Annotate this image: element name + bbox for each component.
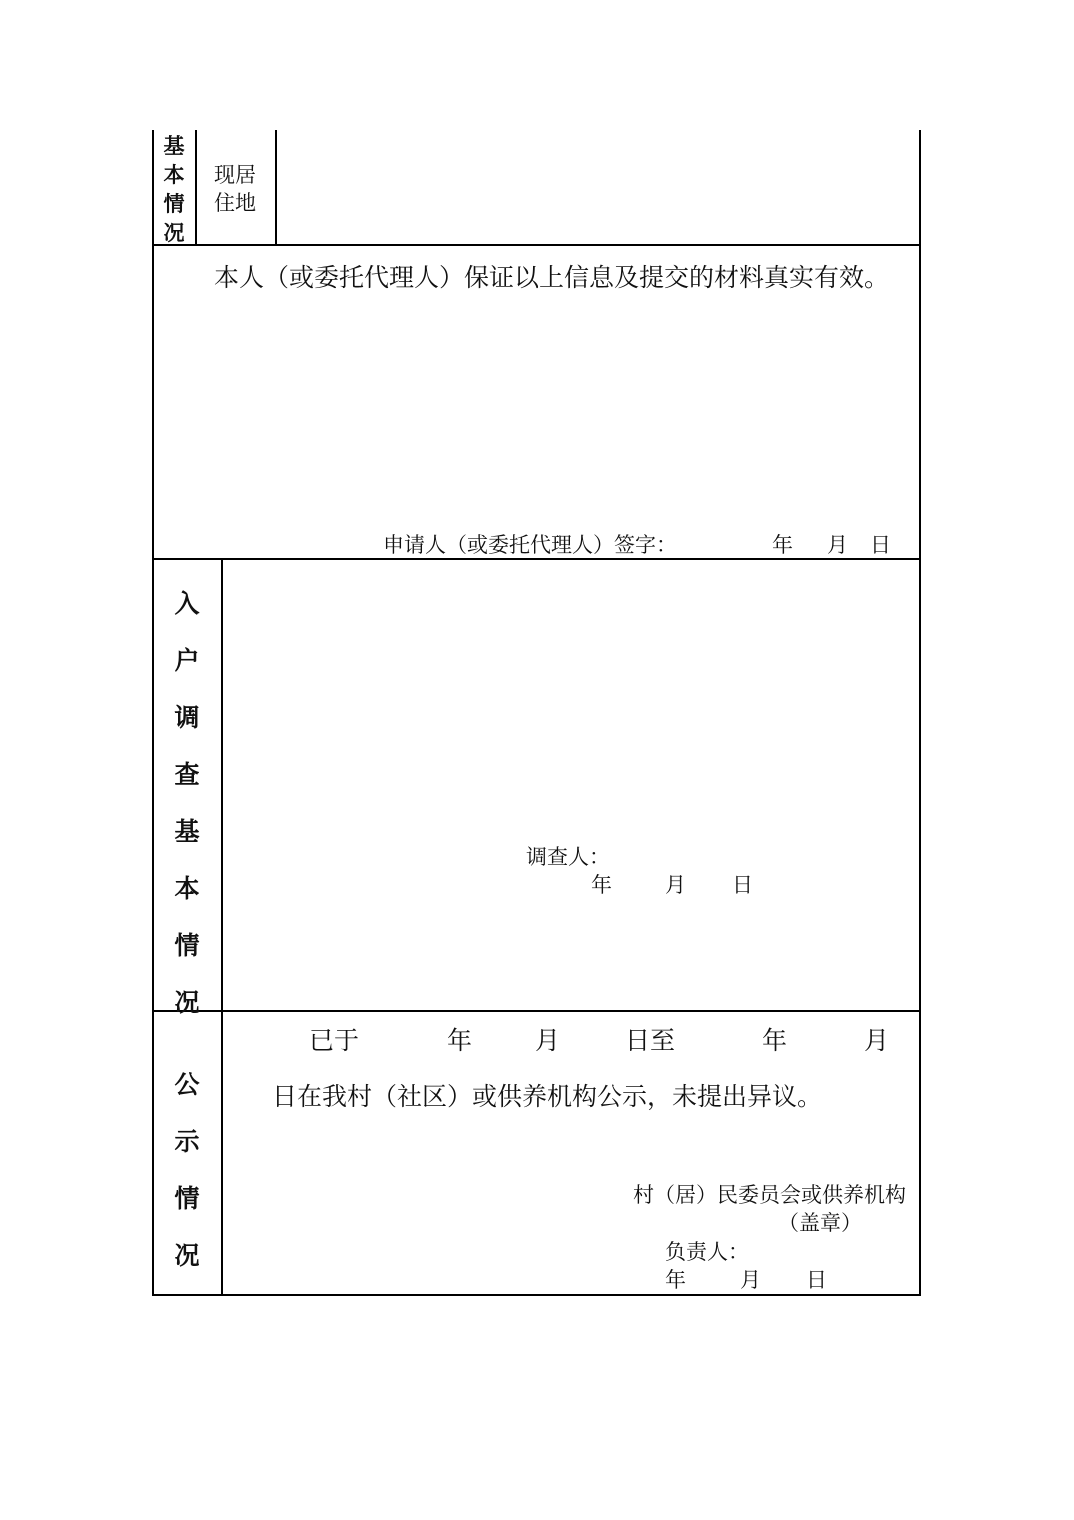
investigation-label-char: 查 xyxy=(174,760,200,789)
table-border-bottom xyxy=(152,1294,921,1296)
row3-bottom-border xyxy=(152,1010,921,1012)
declaration-year-label: 年 xyxy=(772,533,793,557)
investigation-label-char: 调 xyxy=(174,703,200,732)
investigation-year-label: 年 xyxy=(591,873,612,897)
residence-value-field[interactable] xyxy=(280,134,914,240)
publicity-line1-year: 年 xyxy=(447,1026,473,1055)
investigation-label-char: 入 xyxy=(174,589,200,618)
publicity-day-label: 日 xyxy=(806,1268,827,1292)
investigator-label: 调查人： xyxy=(526,845,610,869)
row1-divider-a xyxy=(195,130,197,245)
publicity-line1-year2: 年 xyxy=(762,1026,788,1055)
row1-divider-b xyxy=(275,130,277,245)
publicity-year-label: 年 xyxy=(665,1268,686,1292)
residence-label-line1: 现居 xyxy=(214,163,256,187)
investigation-label-char: 情 xyxy=(174,931,200,960)
investigation-label-char: 户 xyxy=(174,646,200,675)
publicity-line1-month: 月 xyxy=(535,1026,561,1055)
row3-divider xyxy=(221,558,223,1296)
publicity-line1-month2: 月 xyxy=(864,1026,890,1055)
publicity-section-label xyxy=(155,1056,219,1284)
declaration-day-label: 日 xyxy=(870,533,891,557)
publicity-line2: 日在我村（社区）或供养机构公示，未提出异议。 xyxy=(272,1082,823,1111)
investigation-label-char: 本 xyxy=(174,874,200,903)
investigation-label-char: 基 xyxy=(174,817,200,846)
investigation-label-char: 况 xyxy=(174,988,200,1017)
publicity-label-char: 情 xyxy=(174,1184,200,1213)
basic-info-label-char: 基 xyxy=(163,133,185,158)
basic-info-section-label xyxy=(154,131,194,247)
seal-label: （盖章） xyxy=(778,1211,862,1235)
investigation-month-label: 月 xyxy=(665,873,686,897)
basic-info-label-char: 情 xyxy=(163,191,185,216)
investigation-day-label: 日 xyxy=(732,873,753,897)
table-border-right xyxy=(919,130,921,1296)
row1-bottom-border xyxy=(152,244,921,246)
publicity-label-char: 况 xyxy=(174,1241,200,1270)
publicity-label-char: 示 xyxy=(174,1127,200,1156)
table-border-left xyxy=(152,130,154,1296)
investigation-section-label xyxy=(155,575,219,1031)
publicity-label-char: 公 xyxy=(174,1070,200,1099)
publicity-month-label: 月 xyxy=(740,1268,761,1292)
responsible-person-label: 负责人： xyxy=(665,1240,749,1264)
publicity-line1-already: 已于 xyxy=(309,1026,360,1055)
row2-bottom-border xyxy=(152,558,921,560)
basic-info-label-char: 本 xyxy=(163,162,185,187)
declaration-statement: 本人（或委托代理人）保证以上信息及提交的材料真实有效。 xyxy=(214,263,890,292)
publicity-line1-day-to: 日至 xyxy=(625,1026,676,1055)
declaration-month-label: 月 xyxy=(827,533,848,557)
applicant-signature-label: 申请人（或委托代理人）签字： xyxy=(383,533,677,557)
basic-info-label-char: 况 xyxy=(163,220,185,245)
committee-label: 村（居）民委员会或供养机构 xyxy=(633,1183,906,1207)
residence-label-line2: 住地 xyxy=(214,191,256,215)
